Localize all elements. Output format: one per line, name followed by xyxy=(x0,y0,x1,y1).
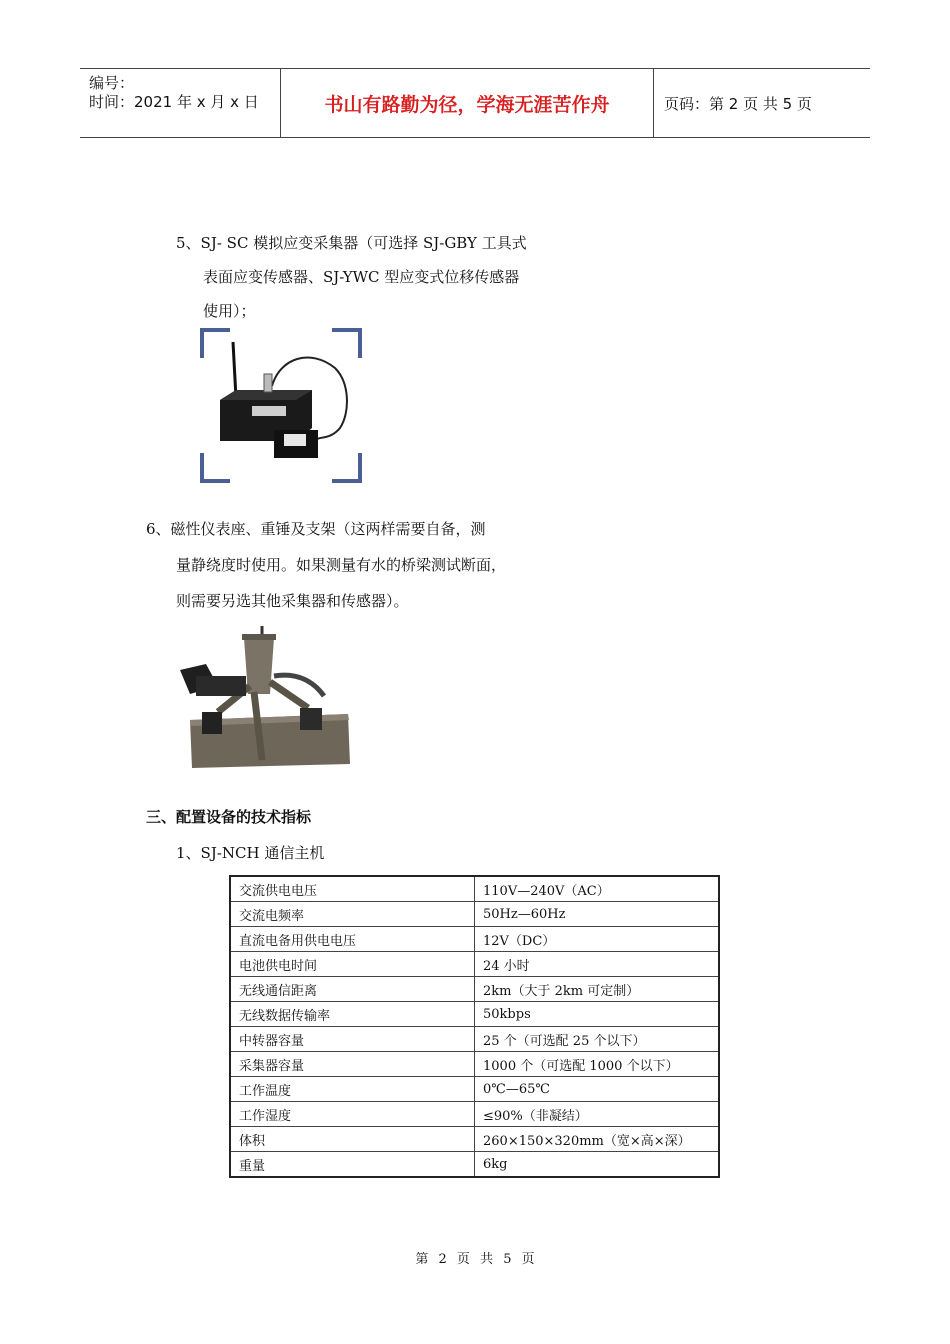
table-row xyxy=(230,952,719,977)
spec-value-cell: 2km（大于 2km 可定制） xyxy=(475,977,720,1002)
header-meta xyxy=(80,69,281,137)
header-page-number: 页码：第 2 页 共 5 页 xyxy=(664,94,812,113)
spec-table-body xyxy=(230,876,719,1177)
spec-name-cell: 中转器容量 xyxy=(230,1027,475,1052)
spec-name-cell: 采集器容量 xyxy=(230,1052,475,1077)
page-footer xyxy=(0,1248,950,1267)
header-number: 编号： xyxy=(89,74,135,92)
footer-text-b: 页 xyxy=(456,1252,470,1267)
spec-name-cell: 交流电频率 xyxy=(230,902,475,927)
spec-value-cell: ≤90%（非凝结） xyxy=(475,1102,720,1127)
spec-value-cell: 50kbps xyxy=(475,1002,720,1027)
item6-line1: 6、磁性仪表座、重锤及支架（这两样需要自备，测 xyxy=(146,520,486,538)
spec-name-cell: 重量 xyxy=(230,1152,475,1178)
table-row xyxy=(230,1052,719,1077)
footer-text-a: 第 xyxy=(415,1252,429,1267)
item5-line3: 使用）； xyxy=(203,302,256,320)
spec-name-cell: 电池供电时间 xyxy=(230,952,475,977)
spec-name-cell: 工作温度 xyxy=(230,1077,475,1102)
spec-name-cell: 体积 xyxy=(230,1127,475,1152)
table-row xyxy=(230,902,719,927)
table-row xyxy=(230,1077,719,1102)
spec-value-cell: 260×150×320mm（宽×高×深） xyxy=(475,1127,720,1152)
section3-title: 三、配置设备的技术指标 xyxy=(146,808,312,826)
spec-name-cell: 交流供电电压 xyxy=(230,876,475,902)
footer-total-pages: 5 xyxy=(503,1252,512,1267)
table-row xyxy=(230,1027,719,1052)
section3-sub1: 1、SJ-NCH 通信主机 xyxy=(176,844,325,862)
page-header xyxy=(80,68,870,138)
footer-text-d: 页 xyxy=(521,1252,535,1267)
spec-value-cell: 110V—240V（AC） xyxy=(475,876,720,902)
spec-value-cell: 25 个（可选配 25 个以下） xyxy=(475,1027,720,1052)
spec-name-cell: 无线通信距离 xyxy=(230,977,475,1002)
footer-current-page: 2 xyxy=(438,1252,447,1267)
spec-value-cell: 50Hz—60Hz xyxy=(475,902,720,927)
magnetic-stand-image xyxy=(178,616,350,768)
spec-name-cell: 工作湿度 xyxy=(230,1102,475,1127)
header-motto: 书山有路勤为径，学海无涯苦作舟 xyxy=(281,69,654,137)
table-row xyxy=(230,977,719,1002)
table-row xyxy=(230,927,719,952)
header-time: 时间：2021 年 x 月 x 日 xyxy=(89,93,259,111)
spec-name-cell: 直流电备用供电电压 xyxy=(230,927,475,952)
table-row xyxy=(230,876,719,902)
item6-line3: 则需要另选其他采集器和传感器）。 xyxy=(176,592,409,610)
table-row xyxy=(230,1002,719,1027)
item5-line1: 5、SJ- SC 模拟应变采集器（可选择 SJ-GBY 工具式 xyxy=(176,234,527,252)
spec-value-cell: 0℃—65℃ xyxy=(475,1077,720,1102)
spec-value-cell: 6kg xyxy=(475,1152,720,1178)
spec-table xyxy=(229,875,720,1178)
spec-value-cell: 1000 个（可选配 1000 个以下） xyxy=(475,1052,720,1077)
spec-value-cell: 24 小时 xyxy=(475,952,720,977)
footer-text-c: 共 xyxy=(480,1252,494,1267)
table-row xyxy=(230,1152,719,1178)
table-row xyxy=(230,1102,719,1127)
table-row xyxy=(230,1127,719,1152)
item6-line2: 量静绕度时使用。如果测量有水的桥梁测试断面， xyxy=(176,556,507,574)
strain-collector-image xyxy=(200,328,362,483)
item5-line2: 表面应变传感器、SJ-YWC 型应变式位移传感器 xyxy=(203,268,520,286)
spec-value-cell: 12V（DC） xyxy=(475,927,720,952)
spec-name-cell: 无线数据传输率 xyxy=(230,1002,475,1027)
